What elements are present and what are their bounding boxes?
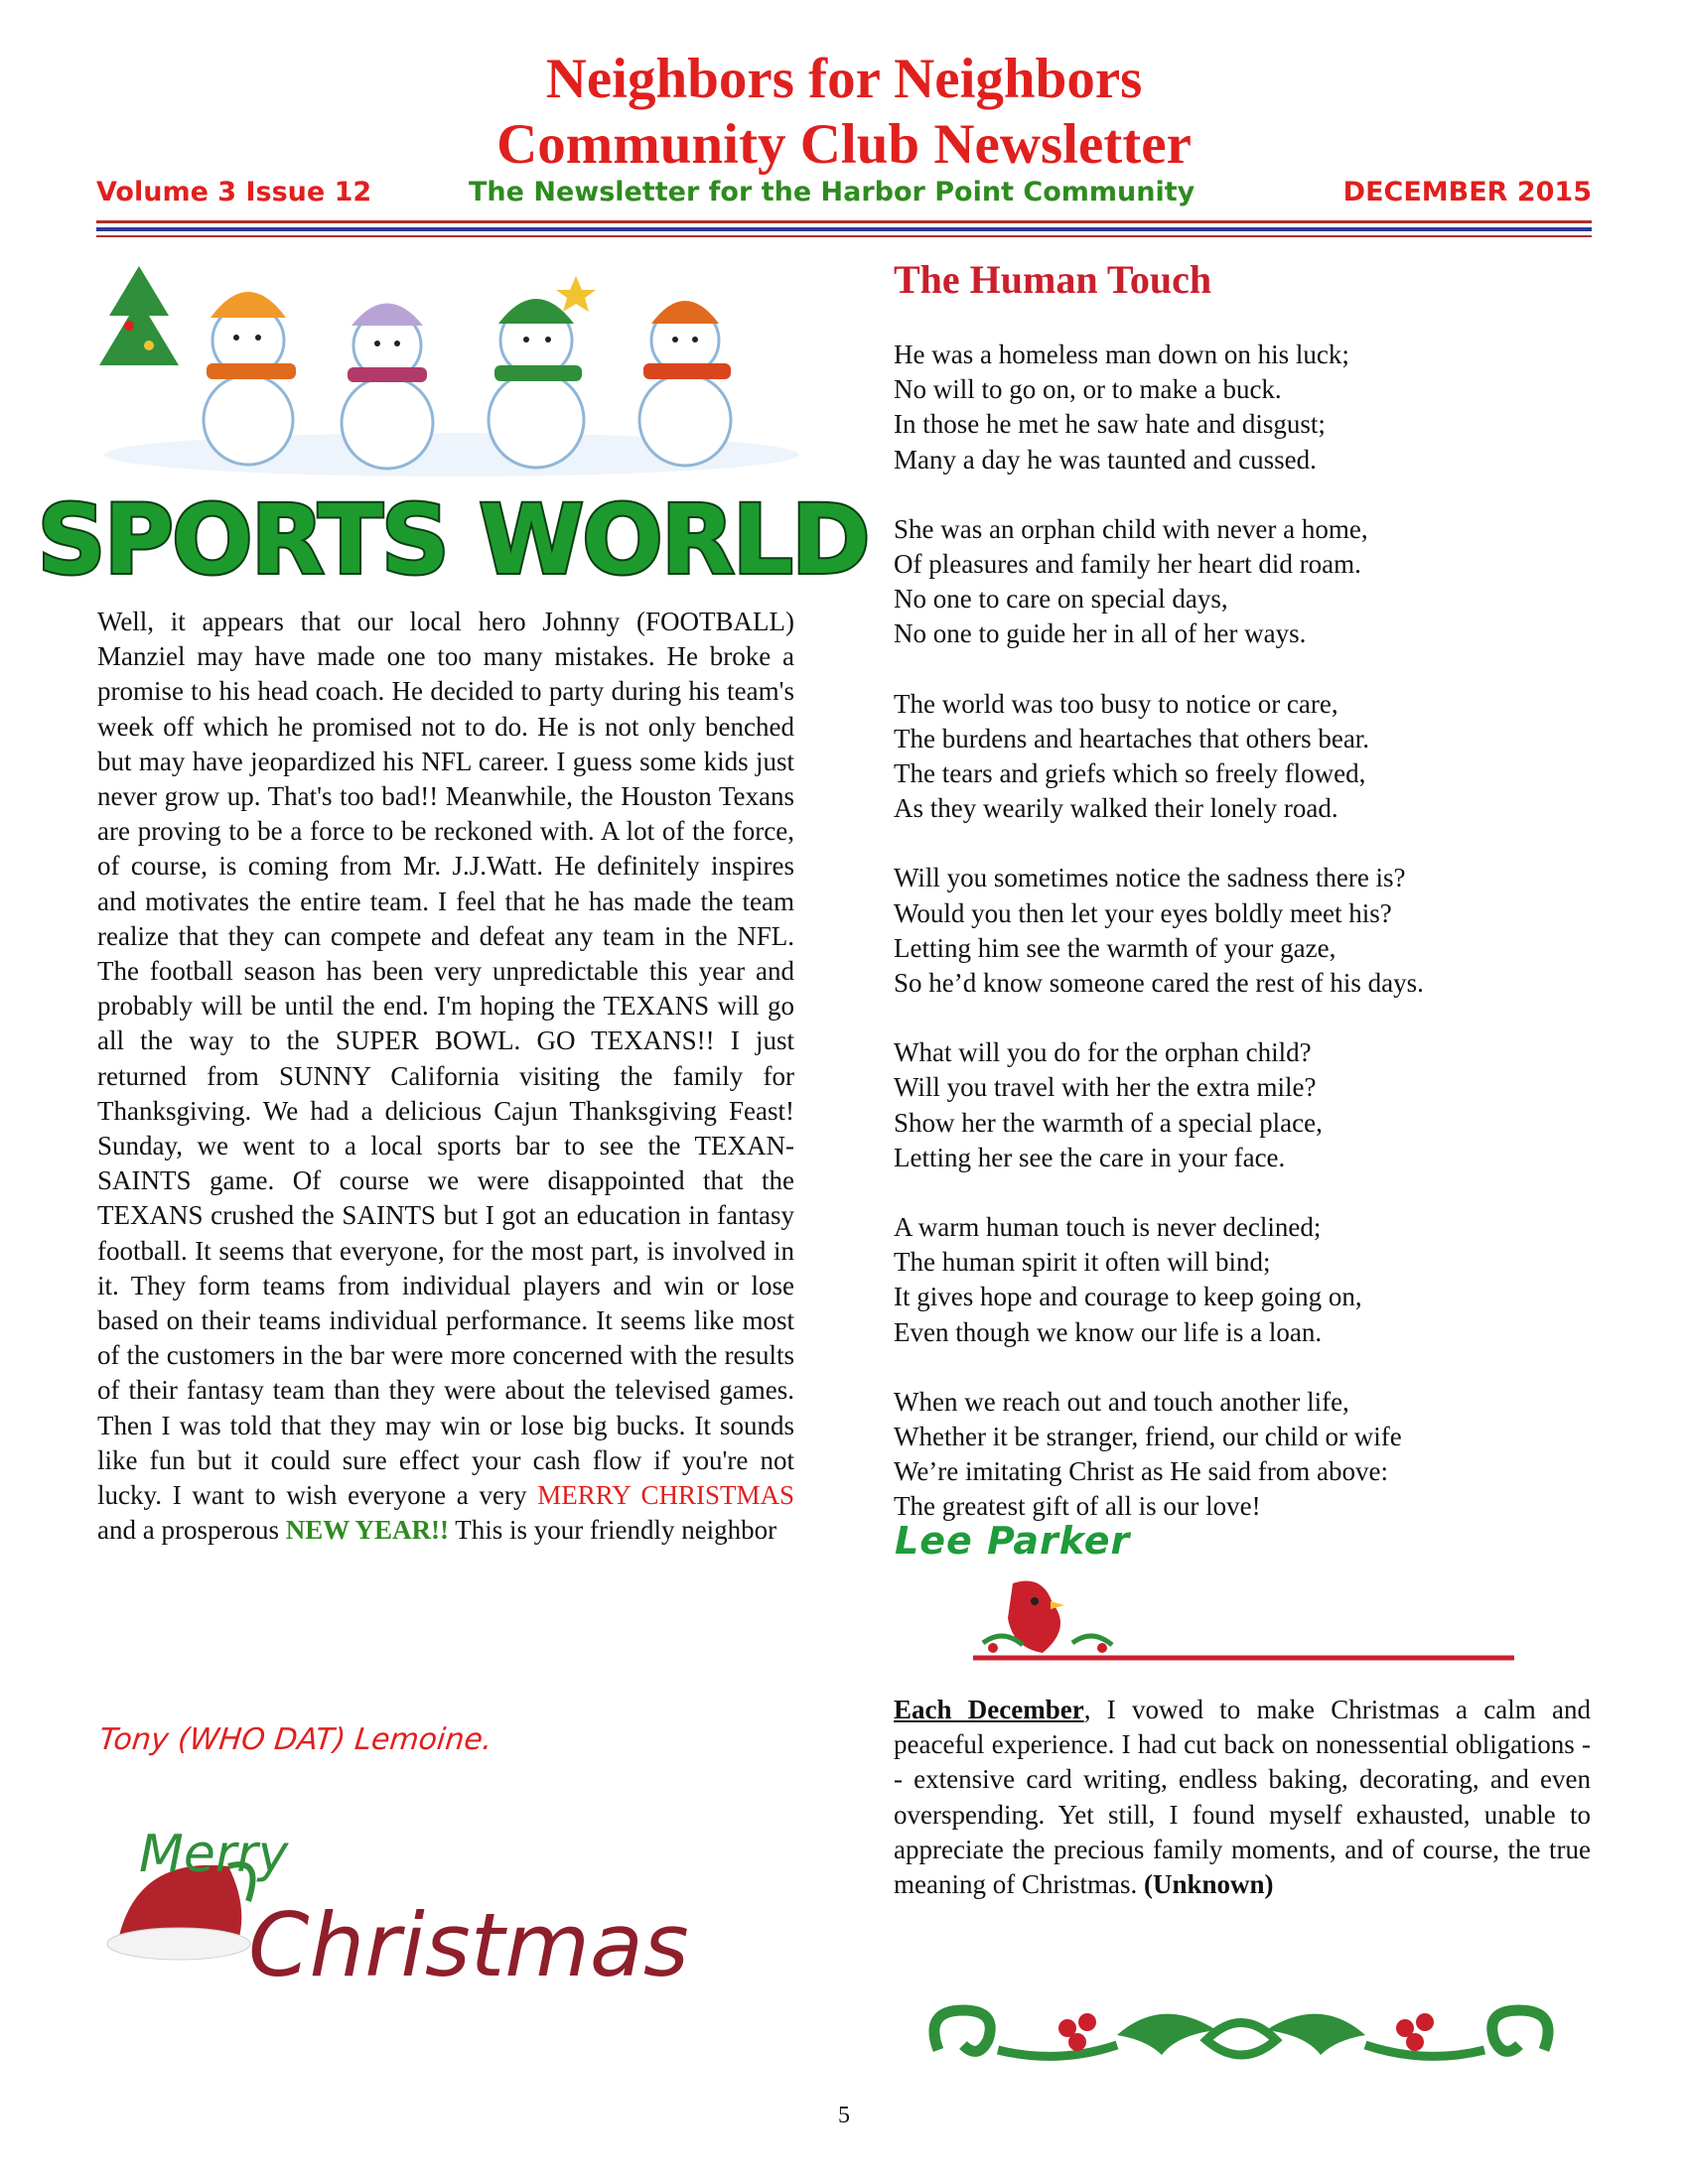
header-rule xyxy=(96,220,1592,223)
newsletter-title: Neighbors for Neighbors xyxy=(545,48,1143,110)
issue-date: DECEMBER 2015 xyxy=(1342,177,1592,207)
poem-stanza: When we reach out and touch another life, Whether it be stranger, friend, our child or wife We’re imitating Christ as He said from above: The greatest gift of all is our love! xyxy=(894,1386,1402,1522)
tagline: The Newsletter for the Harbor Point Community xyxy=(469,177,1196,207)
snowman-icon xyxy=(639,301,731,466)
poem xyxy=(894,338,1589,1560)
poem-stanza: A warm human touch is never declined; The human spirit it often will bind; It gives hope and courage to keep going on, Even though we know our life is a loan. xyxy=(894,1212,1362,1347)
snowman-icon xyxy=(342,304,433,470)
sports-article-text xyxy=(97,605,794,1548)
poem-stanza: He was a homeless man down on his luck; No will to go on, or to make a buck. In those he met he saw hate and disgust; Many a day he was taunted and cussed. xyxy=(894,340,1349,475)
december-note-text xyxy=(894,1693,1591,1902)
sports-world-heading: SPORTS WORLD xyxy=(37,484,869,596)
christmas-tree-icon xyxy=(99,266,179,365)
poem-stanza: She was an orphan child with never a home, Of pleasures and family her heart did roam. No one to care on special days, No one to guide her in all of her ways. xyxy=(894,513,1368,649)
sports-signature: Tony (WHO DAT) Lemoine. xyxy=(97,1722,494,1757)
snowman-icon xyxy=(204,292,296,465)
poem-stanza: The world was too busy to notice or care, The burdens and heartaches that others bear. The tears and griefs which so freely flowed, As they wearily walked their lonely road. xyxy=(894,688,1370,824)
holly-border-icon xyxy=(918,1990,1564,2080)
poem-stanza: What will you do for the orphan child? Will you travel with her the extra mile? Show her the warmth of a special place, Letting her see the care in your face. xyxy=(894,1037,1323,1172)
newsletter-subtitle: Community Club Newsletter xyxy=(496,113,1192,176)
volume-issue: Volume 3 Issue 12 xyxy=(96,177,372,207)
christmas-text: Christmas xyxy=(248,1894,689,1996)
sports-article-and: and a prosperous xyxy=(97,1515,286,1546)
december-body: , I vowed to make Christmas a calm and peaceful experience. I had cut back on nonessential obligations -- extensive card writing, endless baking, decorating, and even overspending. Yet still, I found myself exhausted, unable to appreciate the precious family moments, and of course, the true meaning of Christmas. xyxy=(894,1695,1592,1900)
poem-stanza: Will you sometimes notice the sadness there is? Would you then let your eyes boldly meet his? Letting him see the warmth of your gaze, So he’d know someone cared the rest of his days. xyxy=(894,863,1424,999)
sports-article-closing: This is your friendly neighbor xyxy=(448,1515,777,1546)
poem-title: The Human Touch xyxy=(894,257,1212,302)
page-number: 5 xyxy=(838,2103,850,2128)
cardinal-divider-icon xyxy=(973,1573,1514,1673)
header-rule xyxy=(96,227,1592,231)
december-attribution: (Unknown) xyxy=(1143,1869,1274,1900)
sports-article xyxy=(97,605,794,1548)
new-year-inline: NEW YEAR!! xyxy=(285,1515,449,1546)
header-rule xyxy=(96,235,1592,237)
sports-world-heading-wrap xyxy=(37,481,869,601)
snowmen-illustration xyxy=(99,256,804,475)
sports-article-main: Well, it appears that our local hero Johnny (FOOTBALL) Manziel may have made one too many mistakes. He broke a promise to his head coach. He decided to party during his team's week off which he promised not to do. He is not only benched but may have jeopardized his NFL career. I guess some kids just never grow up. That's too bad!! Meanwhile, the Houston Texans are proving to be a force to be reckoned with. A lot of the force, of course, is coming from Mr. J.J.Watt. He definitely inspires and motivates the entire team. I feel that he has made the team realize that they can compete and defeat any team in the NFL. The football season has been very unpredictable this year and probably will be until the end. I'm hoping the TEXANS will go all the way to the SUPER BOWL. GO TEXANS!! I just returned from SUNNY California visiting the family for Thanksgiving. We had a delicious Cajun Thanksgiving Feast! Sunday, we went to a local sports bar to see the TEXAN-SAINTS game. Of course we were disappointed that the TEXANS crushed the SAINTS but I got an education in fantasy football. It seems that everyone, for the most part, is involved in it. They form teams from individual players and win or lose based on their teams individual performance. It seems like most of the customers in the bar were more concerned with the results of their fantasy team than they were about the televised games. Then I was told that they may win or lose big bucks. It sounds like fun but it could sure effect your cash flow if you're not lucky. I want to wish everyone a very xyxy=(97,607,794,1511)
merry-text: Merry xyxy=(139,1825,289,1884)
merry-christmas-graphic xyxy=(99,1817,705,2005)
december-lead: Each December xyxy=(894,1695,1084,1724)
december-note xyxy=(894,1693,1591,1902)
snowman-icon xyxy=(489,276,596,468)
merry-christmas-inline: MERRY CHRISTMAS xyxy=(537,1480,794,1511)
sports-world-heading-graphic xyxy=(37,481,869,601)
poem-signature: Lee Parker xyxy=(895,1519,1131,1563)
